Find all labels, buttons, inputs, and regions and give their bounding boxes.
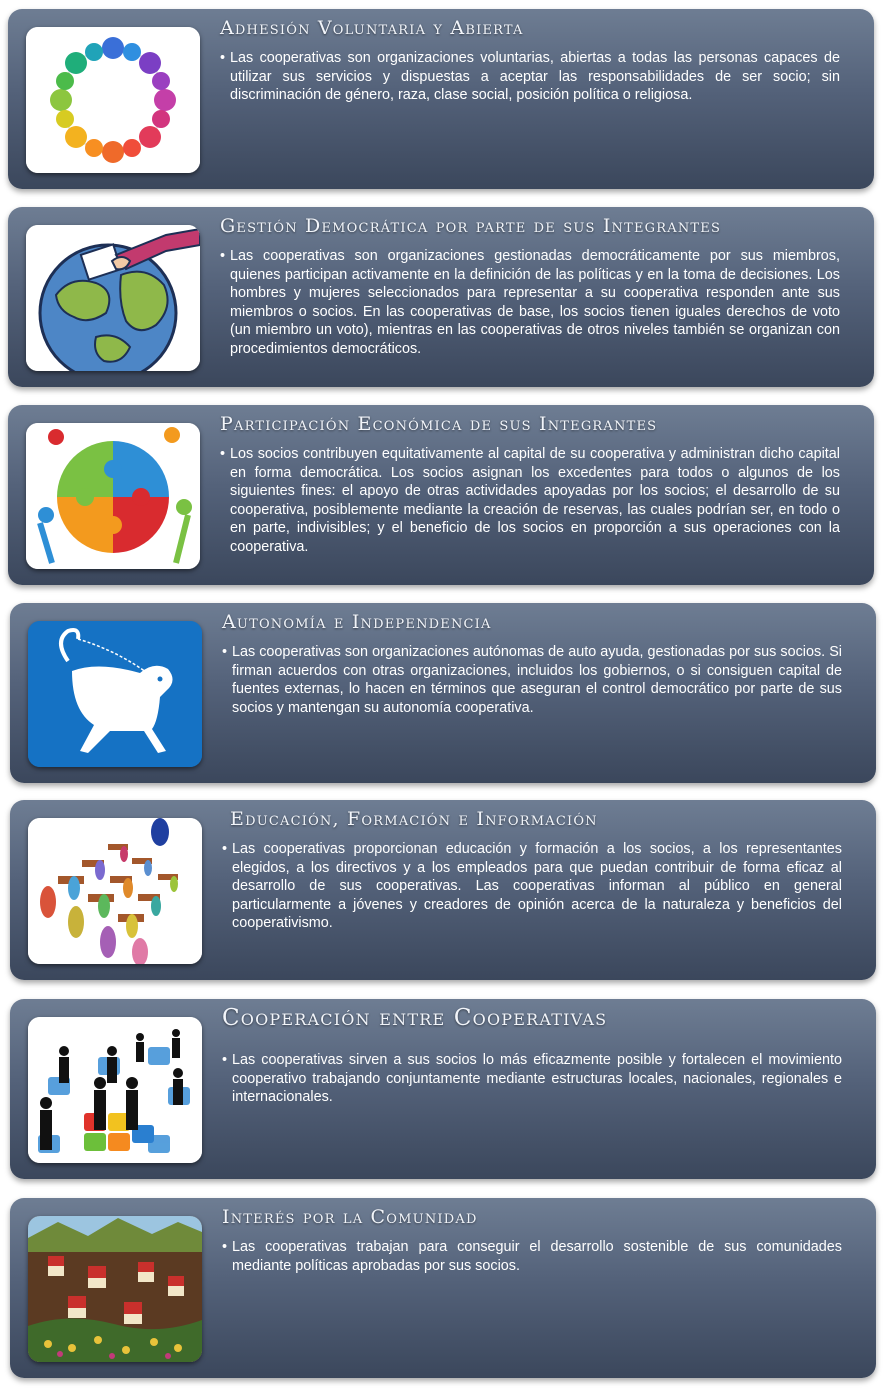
dog-walking-itself-icon	[28, 621, 202, 767]
principle-text: • Las cooperativas sirven a sus socios lo más eficazmente posible y fortalecen el movimiento cooperativo trabajando conjuntamente mediante estructuras locales, nacionales, regionales e internacionales.	[222, 1052, 842, 1105]
bullet-icon: •	[220, 446, 226, 462]
principle-card-7	[10, 1198, 876, 1378]
principle-title: Participación Económica de sus Integrantes	[220, 413, 658, 435]
principle-text: • Los socios contribuyen equitativamente al capital de su cooperativa y administran dicho capital en forma democrática. Los socios asignan los excedentes para todos o algunos de los siguientes fines: el apoyo de otras actividades apoyadas por los socios; el desarrollo de su cooperativa, posiblemente mediante la creación de reservas, las cuales podrían ser, en todo o en parte, indivisibles; y el beneficio de los socios en proporción a sus operaciones con la cooperativa.	[220, 446, 840, 555]
bullet-icon: •	[220, 248, 226, 264]
bullet-icon: •	[222, 1052, 228, 1068]
principle-title: Autonomía e Independencia	[222, 611, 492, 633]
bullet-icon: •	[222, 1239, 228, 1255]
principle-title: Adhesión Voluntaria y Abierta	[220, 17, 524, 39]
puzzle-people-icon	[26, 423, 200, 569]
bullet-icon: •	[220, 50, 226, 66]
principle-text: • Las cooperativas son organizaciones gestionadas democráticamente por sus miembros, quienes participan activamente en la definición de las políticas y en la toma de decisiones. Los hombres y mujeres seleccionados para representar a su cooperativa responden ante sus miembros o socios. En las cooperativas de base, los socios tienen iguales derechos de voto (un miembro un voto), mientras en las cooperativas de otros niveles también se organizan con procedimientos democráticos.	[220, 248, 840, 357]
principle-card-1	[8, 9, 874, 189]
village-painting-icon	[28, 1216, 202, 1362]
principle-text: • Las cooperativas proporcionan educación y formación a los socios, a los representantes elegidos, a los directivos y a los empleados para que puedan contribuir de forma eficaz al desarrollo de sus cooperativas. Las cooperativas informan al público en general particularmente a jóvenes y creadores de opinión acerca de la naturaleza y beneficios del cooperativismo.	[222, 841, 842, 931]
principle-title: Interés por la Comunidad	[222, 1206, 478, 1228]
principle-card-6	[10, 999, 876, 1179]
principle-card-4	[10, 603, 876, 783]
principle-title: Educación, Formación e Información	[230, 808, 598, 830]
ring-of-people-icon	[26, 27, 200, 173]
bullet-icon: •	[222, 841, 228, 857]
principle-card-3	[8, 405, 874, 585]
principle-title: Cooperación entre Cooperativas	[222, 1005, 608, 1031]
principle-card-2	[8, 207, 874, 387]
principle-text: • Las cooperativas son organizaciones voluntarias, abiertas a todas las personas capaces de utilizar sus servicios y dispuestas a aceptar las responsabilidades de ser socio; sin discriminación de género, raza, clase social, posición política o religiosa.	[220, 50, 840, 103]
principle-text: • Las cooperativas son organizaciones autónomas de auto ayuda, gestionadas por sus socios. Si firman acuerdos con otras organizaciones, incluidos los gobiernos, o si consiguen capital de fuentes externas, lo hacen en términos que aseguran el control democrático por parte de sus socios y mantengan su autonomía cooperativa.	[222, 644, 842, 716]
principle-card-5	[10, 800, 876, 980]
classroom-figures-icon	[28, 818, 202, 964]
globe-ballot-icon	[26, 225, 200, 371]
bullet-icon: •	[222, 644, 228, 660]
businessmen-puzzle-icon	[28, 1017, 202, 1163]
principle-title: Gestión Democrática por parte de sus Integrantes	[220, 215, 722, 237]
principle-text: • Las cooperativas trabajan para conseguir el desarrollo sostenible de sus comunidades mediante políticas aprobadas por sus socios.	[222, 1239, 842, 1274]
